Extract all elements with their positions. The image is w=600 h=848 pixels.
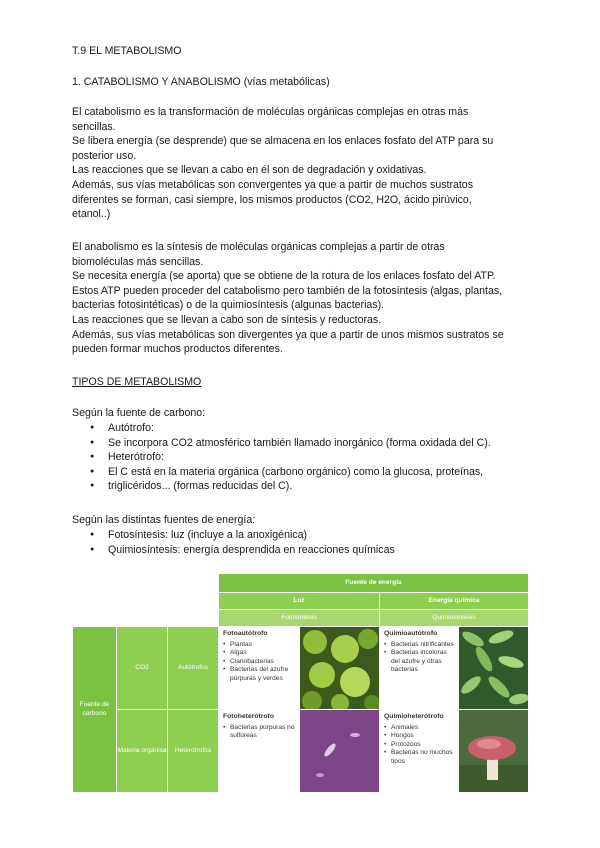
text-line: biomoléculas más sencillas. — [72, 255, 204, 268]
bacteria-photo — [459, 627, 528, 709]
list-item: ● Heterótrofo: — [90, 450, 491, 465]
list-item: • Bacterias púrpuras no sulfúreas — [223, 724, 295, 741]
text-line: pueden formar muchos productos diferentes. — [72, 343, 283, 356]
text-line: sencillas. — [72, 120, 116, 133]
anabolism-paragraph — [72, 240, 542, 357]
list-item-desc: ● Se incorpora CO2 atmosférico también llamado inorgánico (forma oxidada del C). — [90, 436, 491, 451]
list-item: • Animales — [384, 724, 454, 733]
photoheterotroph-box — [219, 710, 299, 792]
text-line: Estos ATP pueden proceder del catabolismo pero también de la fotosíntesis (algas, plantas, — [72, 284, 503, 297]
chemoheterotroph-box — [380, 710, 458, 792]
energy-intro: Según las distintas fuentes de energía: — [72, 514, 256, 526]
chemoautotroph-box — [380, 627, 458, 709]
list-item-desc: ● triglicéridos... (formas reducidas del C). — [90, 479, 491, 494]
list-item: • Cianobacterias — [223, 658, 295, 667]
types-heading: TIPOS DE METABOLISMO — [72, 376, 202, 388]
list-item: • Bacterias del azufre púrpuras y verdes — [223, 666, 295, 683]
photoautotroph-box — [219, 627, 299, 709]
light-header: Luz — [219, 593, 379, 609]
list-item: • Algas — [223, 649, 295, 658]
list-item: ● Fotosíntesis: luz (incluye a la anoxigénica) — [90, 528, 395, 543]
text-line: El anabolismo es la síntesis de moléculas orgánicas complejas a partir de otras — [72, 241, 445, 253]
box-title: Fotoheterótrofo — [223, 713, 274, 720]
box-title: Quimioautótrofo — [384, 630, 438, 637]
photosynthesis-header: Fotosíntesis — [219, 610, 379, 626]
carbon-list — [90, 421, 491, 494]
list-item: • Plantas — [223, 641, 295, 650]
text-line: Se necesita energía (se aporta) que se obtiene de la rotura de los enlaces fosfato del ATP. — [72, 270, 496, 283]
list-item: • Bacterias incoloras del azufre y otras bacterias — [384, 649, 454, 675]
list-item: ● Autótrofo: — [90, 421, 491, 436]
purple-bacteria-photo — [300, 710, 379, 792]
blank-corner — [73, 574, 218, 626]
text-line: El catabolismo es la transformación de moléculas orgánicas complejas en otras más — [72, 106, 469, 118]
organic-matter-label: Materia orgánica — [117, 710, 167, 792]
list-item: • Bacterias nitrificantes — [384, 641, 454, 650]
text-line: Además, sus vías metabólicas son convergentes ya que a partir de muchos sustratos — [72, 178, 474, 191]
energy-source-header: Fuente de energía — [219, 574, 528, 592]
mushroom-photo — [459, 710, 528, 792]
box-title: Quimioheterótrofo — [384, 713, 444, 720]
metabolism-types-figure — [73, 574, 528, 792]
text-line: posterior uso. — [72, 149, 137, 162]
list-item-desc: ● El C está en la materia orgánica (carbono orgánico) como la glucosa, proteínas, — [90, 465, 491, 480]
catabolism-paragraph — [72, 105, 542, 222]
text-line: Además, sus vías metabólicas son divergentes ya que a partir de unos mismos sustratos se — [72, 328, 504, 341]
carbon-source-label: Fuente de carbono — [73, 627, 116, 792]
chemosynthesis-header: Quimiosíntesis — [380, 610, 528, 626]
doc-title: T.9 EL METABOLISMO — [72, 45, 182, 57]
text-line: Las reacciones que se llevan a cabo en él son de degradación y oxidativas. — [72, 164, 427, 177]
text-line: diferentes se forman, casi siempre, los mismos productos (CO2, H2O, ácido pirúvico, — [72, 193, 472, 206]
carbon-intro: Según la fuente de carbono: — [72, 407, 206, 419]
text-line: etanol..) — [72, 208, 111, 221]
section-heading: 1. CATABOLISMO Y ANABOLISMO (vías metabólicas) — [72, 76, 330, 88]
box-title: Fotoautótrofo — [223, 630, 268, 637]
list-item: • Hongos — [384, 732, 454, 741]
autotrophs-label: Autótrofos — [168, 627, 218, 709]
text-line: Se libera energía (se desprende) que se almacena en los enlaces fosfato del ATP para su — [72, 135, 494, 148]
list-item: ● Quimiosíntesis: energía desprendida en reacciones químicas — [90, 543, 395, 558]
list-item: • Bacterias no muchos tipos — [384, 749, 454, 766]
energy-list — [90, 528, 395, 557]
heterotrophs-label: Heterótrofos — [168, 710, 218, 792]
text-line: Las reacciones que se llevan a cabo son de síntesis y reductoras. — [72, 313, 382, 326]
moss-photo — [300, 627, 379, 709]
chemical-energy-header: Energía química — [380, 593, 528, 609]
text-line: bacterias fotosintéticas) o de la quimiosíntesis (algunas bacterias). — [72, 299, 385, 312]
list-item: • Protozoos — [384, 741, 454, 750]
co2-label: CO2 — [117, 627, 167, 709]
